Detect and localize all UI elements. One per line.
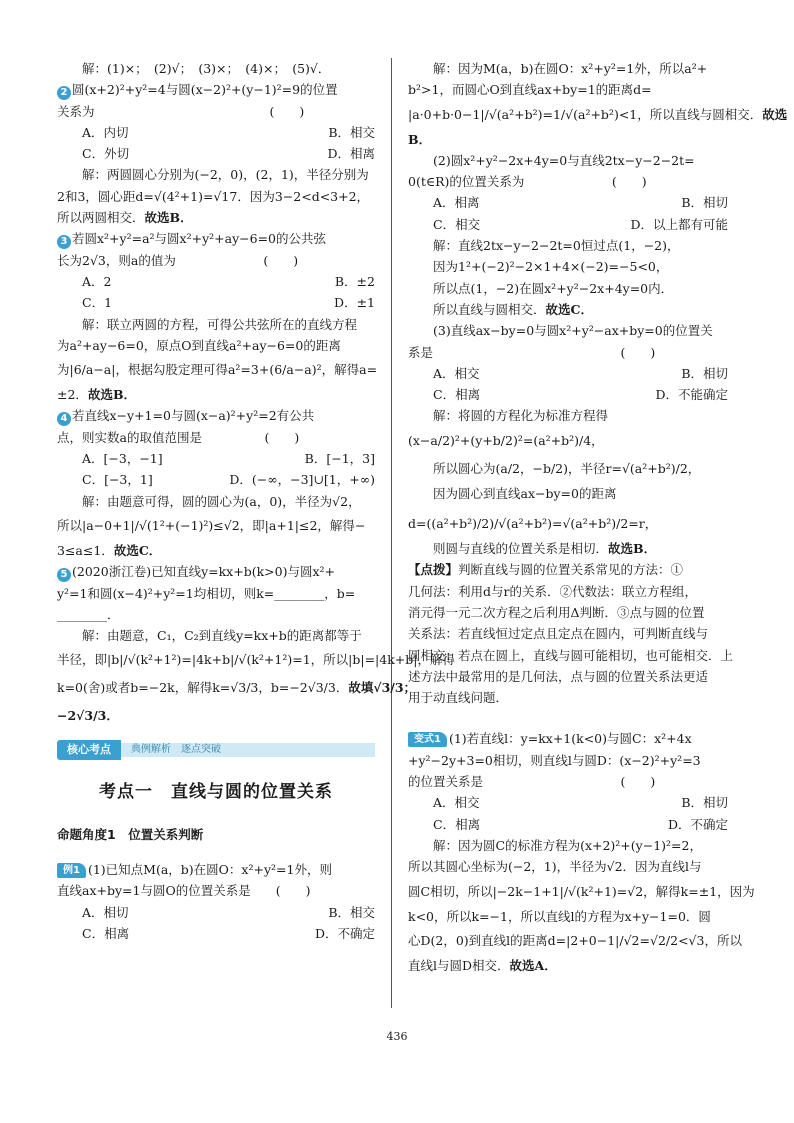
text-line: 关系为 ( ) (57, 103, 305, 119)
solution-line: k=0(舍)或者b=−2k，解得k=√3/3，b=−2√3/3．故填√3/3； (57, 680, 417, 696)
section-title: 考点一 直线与圆的位置关系 (99, 782, 333, 803)
tip-line: 用于动直线问题． (408, 690, 509, 706)
solution-line: 因为1²+(−2)²−2×1+4×(−2)=−5<0， (433, 259, 669, 275)
options-row: C．相交 D．以上都有可能 (433, 216, 728, 232)
text-line: 直线ax+by=1与圆O的位置关系是 ( ) (57, 883, 311, 899)
answer-choice: 故选C． (545, 301, 593, 317)
solution-line: |a·0+b·0−1|/√(a²+b²)=1/√(a²+b²)<1，所以直线与圆相交．故选 (408, 106, 788, 122)
tip-line: 关系法：若直线恒过定点且定点在圆内，可判断直线与 (408, 626, 709, 642)
options-row: C．[−3，1] D．(−∞，−3]∪[1，+∞) (82, 472, 375, 488)
solution-line: 所以其圆心坐标为(−2，1)，半径为√2．因为直线l与 (408, 859, 702, 875)
options-row: A．2 B．±2 (82, 273, 375, 289)
example-tag: 例1 (57, 863, 86, 878)
question-line: 0(t∈R)的位置关系为 ( ) (408, 174, 647, 190)
right-column (408, 58, 788, 976)
solution-line: 因为圆心到直线ax−by=0的距离 (433, 485, 617, 501)
formula-line: (x−a/2)²+(y+b/2)²=(a²+b²)/4， (408, 432, 604, 448)
answer-choice: 故选A． (509, 957, 557, 973)
question-4: 4 若直线x−y+1=0与圆(x−a)²+y²=2有公共 (57, 405, 375, 426)
question-number-badge: 5 (57, 568, 71, 582)
options-row: A．相交 B．相切 (433, 365, 728, 381)
solution-line: 所以|a−0+1|/√(1²+(−1)²)≤√2，即|a+1|≤2，解得− (57, 517, 366, 533)
options-row: C．1 D．±1 (82, 295, 375, 311)
options-row: C．相离 D．不能确定 (433, 387, 728, 403)
solution-line: b²>1，而圆心O到直线ax+by=1的距离d= (408, 82, 652, 98)
solution-line: 所以两圆相交．故选B． (57, 210, 193, 226)
solution-line: 所以点(1，−2)在圆x²+y²−2x+4y=0内． (433, 280, 674, 296)
example-1: 例1 (1)已知点M(a，b)在圆O：x²+y²=1外，则 (57, 859, 375, 880)
section-banner (57, 740, 375, 760)
tip-line: 消元得一元二次方程之后利用Δ判断．③点与圆的位置 (408, 604, 705, 620)
options-row: C．相离 D．不确定 (82, 925, 375, 941)
page-number: 436 (386, 1030, 408, 1043)
solution-line: 心D(2，0)到直线l的距离d=|2+0−1|/√2=√2/2<√3，所以 (408, 932, 742, 948)
solution-line: 则圆与直线的位置关系是相切．故选B． (433, 541, 657, 557)
answer-line: 解：(1)×； (2)√； (3)×； (4)×； (5)√． (82, 61, 331, 76)
question-line: (3)直线ax−by=0与圆x²+y²−ax+by=0的位置关 (433, 323, 713, 339)
question-line: +y²−2y+3=0相切，则直线l与圆D：(x−2)²+y²=3 (408, 752, 701, 768)
options-row: C．外切 D．相离 (82, 146, 375, 162)
answer-choice: 故选B． (144, 210, 193, 226)
question-number-badge: 4 (57, 412, 71, 426)
column-divider (391, 58, 392, 1008)
solution-line: 所以圆心为(a/2，−b/2)，半径r=√(a²+b²)/2， (433, 460, 701, 476)
solution-line: 所以直线与圆相交．故选C． (433, 301, 593, 317)
answer-choice: 故选B． (87, 387, 137, 403)
text-line: y²=1和圆(x−4)²+y²=1均相切，则k=________，b= (57, 585, 356, 601)
solution-line: 圆C相切，所以|−2k−1+1|/√(k²+1)=√2，解得k=±1，因为 (408, 883, 755, 899)
answer-choice: 故选C． (113, 542, 162, 558)
question-line: (2)圆x²+y²−2x+4y=0与直线2tx−y−2−2t= (433, 152, 695, 168)
question-number-badge: 3 (57, 235, 71, 249)
solution-line: k<0，所以k=−1，所以直线l的方程为x+y−1=0．圆 (408, 908, 711, 924)
solution-line: 半径，即|b|/√(k²+1²)=|4k+b|/√(k²+1²)=1，所以|b|=|4k+b|，解得 (57, 652, 455, 668)
variant-1: 变式1 (1)若直线l：y=kx+1(k<0)与圆C：x²+4x (408, 728, 728, 749)
banner-subtitle: 典例解析 逐点突破 (121, 743, 375, 757)
solution-line: 解：因为M(a，b)在圆O：x²+y²=1外，所以a²+ (433, 61, 708, 76)
solution-line: 解：由题意，C₁，C₂到直线y=kx+b的距离都等于 (82, 628, 362, 644)
tip-line: 述方法中最常用的是几何法，点与圆的位置关系法更适 (408, 668, 709, 684)
answer-choice: 故选 (762, 106, 788, 122)
banner-tag: 核心考点 (57, 740, 121, 760)
answer-choice: 故选B． (608, 541, 657, 557)
variant-tag: 变式1 (408, 732, 447, 747)
solution-line: ±2．故选B． (57, 387, 137, 403)
solution-line: 3≤a≤1．故选C． (57, 542, 162, 558)
solution-line: 解：因为圆C的标准方程为(x+2)²+(y−1)²=2， (433, 837, 702, 853)
options-row: C．相离 D．不确定 (433, 816, 728, 832)
subsection-heading: 命题角度1 位置关系判断 (57, 826, 204, 842)
solution-line: 解：由题意可得，圆的圆心为(a，0)，半径为√2， (82, 493, 361, 509)
solution-line: 解：将圆的方程化为标准方程得 (433, 408, 609, 424)
tip-line: 【点拨】判断直线与圆的位置关系常见的方法：① (408, 562, 684, 578)
options-row: A．相切 B．相交 (82, 904, 375, 920)
tip-line: 几何法：利用d与r的关系．②代数法：联立方程组， (408, 583, 697, 599)
options-row: A．内切 B．相交 (82, 124, 375, 140)
answer-choice: 故填√3/3； (348, 680, 417, 696)
question-number-badge: 2 (57, 86, 71, 100)
tip-line: 圆相交；若点在圆上，直线与圆可能相切，也可能相交．上 (408, 647, 734, 663)
solution-line: −2√3/3． (57, 708, 119, 724)
solution-line: 直线l与圆D相交．故选A． (408, 957, 557, 973)
question-5: 5 (2020浙江卷)已知直线y=kx+b(k>0)与圆x²+ (57, 561, 375, 582)
question-line: 的位置关系是 ( ) (408, 774, 656, 790)
formula-line: d=((a²+b²)/2)/√(a²+b²)=√(a²+b²)/2=r， (408, 516, 658, 532)
solution-line: 为|6/a−a|，根据勾股定理可得a²=3+(6/a−a)²，解得a= (57, 362, 378, 378)
solution-line: 为a²+ay−6=0，原点O到直线a²+ay−6=0的距离 (57, 337, 341, 353)
tip-label: 【点拨】 (408, 562, 459, 578)
question-3: 3 若圆x²+y²=a²与圆x²+y²+ay−6=0的公共弦 (57, 228, 375, 249)
question-2: 2 圆(x+2)²+y²=4与圆(x−2)²+(y−1)²=9的位置 (57, 79, 375, 100)
solution-line: 解：联立两圆的方程，可得公共弦所在的直线方程 (82, 316, 358, 332)
text-line: ________． (57, 606, 120, 622)
solution-line: 2和3，圆心距d=√(4²+1)=√17．因为3−2<d<3+2， (57, 188, 370, 204)
answer-choice: B． (408, 131, 432, 147)
text-line: 长为2√3，则a的值为 ( ) (57, 252, 299, 268)
solution-line: 解：直线2tx−y−2−2t=0恒过点(1，−2)， (433, 238, 680, 254)
options-row: A．[−3，−1] B．[−1，3] (82, 451, 375, 467)
options-row: A．相交 B．相切 (433, 795, 728, 811)
options-row: A．相离 B．相切 (433, 195, 728, 211)
question-line: 系是 ( ) (408, 344, 656, 360)
solution-line: 解：两圆圆心分别为(−2，0)，(2，1)，半径分别为 (82, 167, 369, 183)
text-line: 点，则实数a的取值范围是 ( ) (57, 429, 300, 445)
